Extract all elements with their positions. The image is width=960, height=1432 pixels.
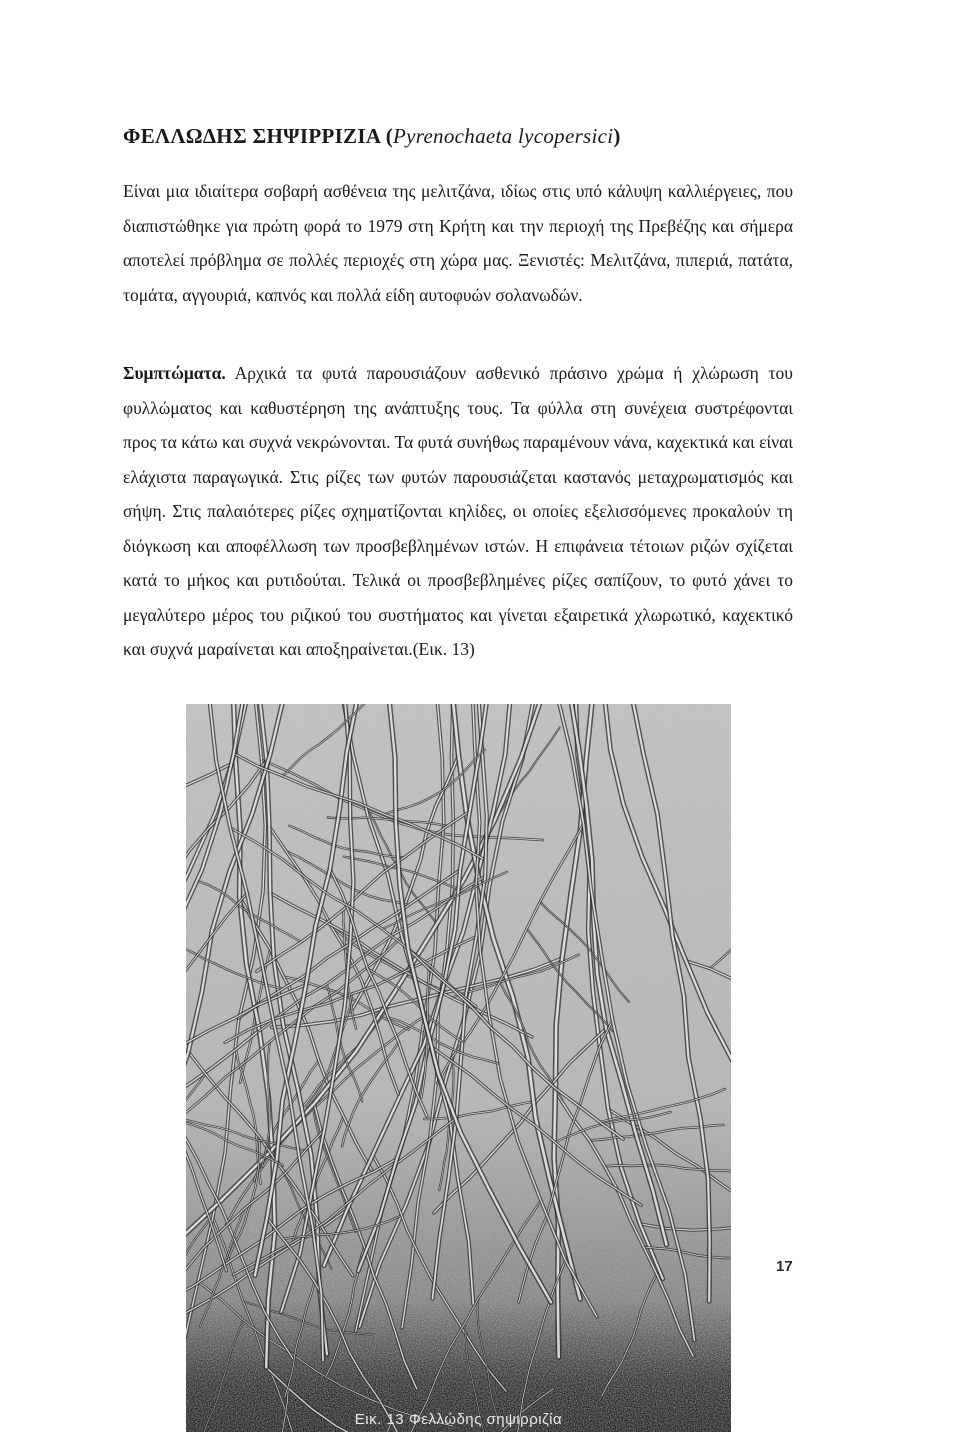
- roots-image: [186, 704, 731, 1432]
- intro-paragraph: Είναι μια ιδιαίτερα σοβαρή ασθένεια της μελιτζάνα, ιδίως στις υπό κάλυψη καλλιέργειες, που διαπιστώθηκε για πρώτη φορά το 1979 στη Κρήτη και την περιοχή της Πρεβέζης και σήμερα αποτελεί πρόβλημα σε πολλές περιοχές στη χώρα μας. Ξενιστές: Μελιτζάνα, πιπεριά, πατάτα, τομάτα, αγγουριά, καπνός και πολλά είδη αυτοφυών σολανωδών.: [123, 181, 793, 305]
- symptoms-heading: Συμπτώματα.: [123, 363, 226, 383]
- page-number: 17: [776, 1258, 793, 1275]
- section-title-main: ΦΕΛΛΩΔΗΣ ΣΗΨΙΡΡΙΖΙΑ: [123, 124, 381, 148]
- symptoms-text: Αρχικά τα φυτά παρουσιάζουν ασθενικό πράσινο χρώμα ή χλώρωση του φυλλώματος και καθυστέρηση της ανάπτυξης τους. Τα φύλλα στη συνέχεια συστρέφονται προς τα κάτω και συχνά νεκρώνονται. Τα φυτά συνήθως παραμένουν νάνα, καχεκτικά και είναι ελάχιστα παραγωγικά. Στις ρίζες των φυτών παρουσιάζεται καστανός μεταχρωματισμός και σήψη. Στις παλαιότερες ρίζες σχηματίζονται κηλίδες, οι οποίες εξελισσόμενες προκαλούν τη διόγκωση και αποφέλλωση των προσβεβλημένων ιστών. Η επιφάνεια τέτοιων ριζών σχίζεται κατά το μήκος και ρυτιδούται. Τελικά οι προσβεβλημένες ρίζες σαπίζουν, το φυτό χάνει το μεγαλύτερο μέρος του ριζικού του συστήματος και γίνεται εξαιρετικά χλωρωτικό, καχεκτικό και συχνά μαραίνεται και αποξηραίνεται.(Εικ. 13): [123, 363, 793, 659]
- scientific-name: Pyrenochaeta lycopersici: [393, 124, 614, 148]
- section-title: ΦΕΛΛΩΔΗΣ ΣΗΨΙΡΡΙΖΙΑ (Pyrenochaeta lycopersici): [123, 124, 621, 148]
- figure-caption: Εικ. 13 Φελλώδης σηψιρριζία: [354, 1411, 563, 1428]
- symptoms-paragraph: [123, 356, 793, 667]
- root-rot-photo: [186, 704, 731, 1432]
